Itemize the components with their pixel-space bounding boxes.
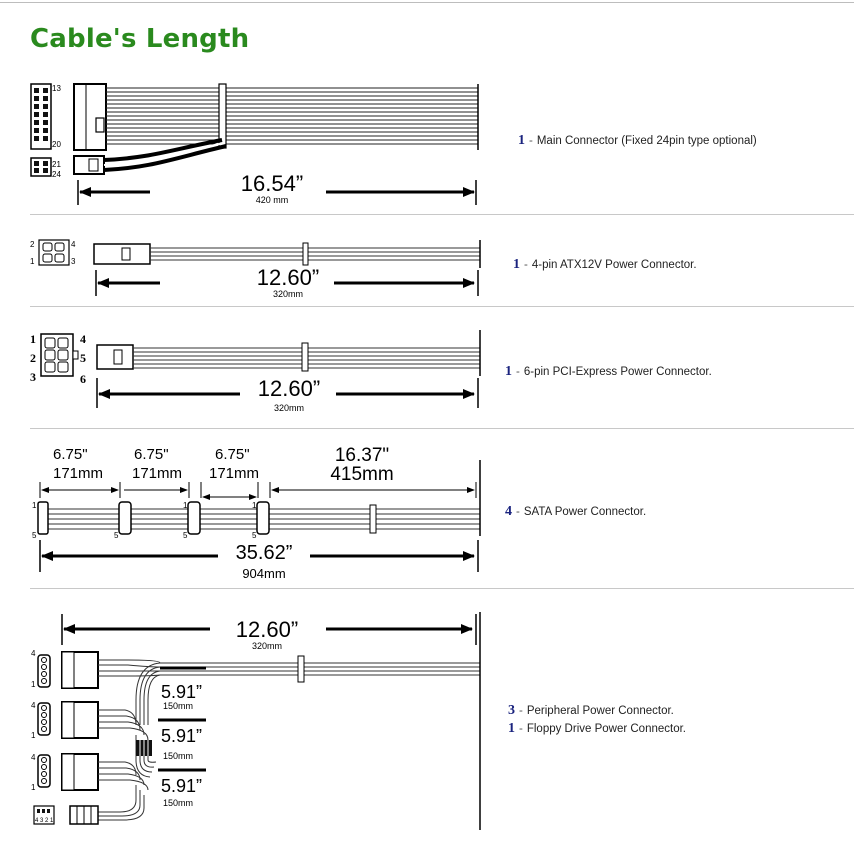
- segment-length-inch: 6.75": [53, 446, 88, 463]
- connector-count: 4: [505, 504, 512, 519]
- segment-length-mm: 171mm: [209, 465, 260, 482]
- pin-label: 1: [30, 257, 35, 266]
- sata-connector: [257, 502, 269, 534]
- pin-label: 5: [183, 531, 188, 540]
- cable-tie: [370, 505, 376, 533]
- main-connector-diagram: [31, 84, 478, 205]
- connector-label: Main Connector (Fixed 24pin type optional): [536, 135, 757, 147]
- pin-label: 4: [71, 240, 76, 249]
- segment-length-inch: 16.37": [334, 445, 390, 466]
- segment-length-inch: 5.91”: [161, 776, 203, 796]
- pin-label: 5: [252, 531, 257, 540]
- cable-length-inch: 12.60”: [235, 617, 299, 642]
- pin-label: 24: [52, 170, 61, 179]
- segment-length-inch: 6.75": [134, 446, 169, 463]
- pin-label: 21: [52, 160, 61, 169]
- segment-length-mm: 171mm: [132, 465, 183, 482]
- segment-length-mm: 415mm: [330, 464, 394, 485]
- atx12v-diagram: [30, 240, 480, 299]
- pcie-diagram: [30, 330, 480, 413]
- sata-connector: [38, 502, 48, 534]
- connector-description: 4 - SATA Power Connector.: [505, 504, 647, 519]
- pin-label: 4: [31, 701, 36, 710]
- pin-label: 2: [30, 240, 35, 249]
- segment-length-inch: 5.91”: [161, 682, 203, 702]
- cable-length-inch: 16.54”: [240, 171, 304, 196]
- pin-label: 1: [31, 783, 36, 792]
- cable-length-mm: 420 mm: [255, 195, 289, 205]
- connector-label: Floppy Drive Power Connector.: [526, 723, 686, 735]
- pin-label: 1: [31, 680, 36, 689]
- cable-tie: [298, 656, 304, 682]
- molex-pin-face: [38, 755, 50, 787]
- segment-length-mm: 171mm: [53, 465, 104, 482]
- cable-length-mm: 904mm: [242, 566, 286, 581]
- connector-count: 1: [505, 364, 512, 379]
- connector-count: 1: [508, 721, 515, 736]
- page-title: Cable's Length: [30, 24, 250, 54]
- segment-length-mm: 150mm: [163, 751, 194, 761]
- connector-count: 1: [513, 257, 520, 272]
- sata-connector: [119, 502, 131, 534]
- pin-label: 6: [80, 372, 86, 386]
- connector-count: 1: [518, 133, 525, 148]
- sata-connector: [188, 502, 200, 534]
- connector-label: SATA Power Connector.: [523, 506, 647, 518]
- pin-label: 4: [31, 649, 36, 658]
- connector-description: 1 - Main Connector (Fixed 24pin type optional): [518, 133, 757, 148]
- connector-label: 6-pin PCI-Express Power Connector.: [523, 366, 712, 378]
- pin-label: 13: [52, 84, 61, 93]
- cable-length-inch: 35.62”: [235, 542, 293, 564]
- pin-label: 5: [114, 531, 119, 540]
- main-pin-block-4: [31, 158, 51, 176]
- cable-length-inch: 12.60”: [257, 376, 321, 401]
- connector-count: 3: [508, 703, 515, 718]
- connector-label: 4-pin ATX12V Power Connector.: [531, 259, 697, 271]
- connector-description: 1 - Floppy Drive Power Connector.: [508, 721, 686, 736]
- pin-label: 1: [31, 731, 36, 740]
- segment-length-inch: 6.75": [215, 446, 250, 463]
- pin-label: 5: [32, 531, 37, 540]
- segment-length-inch: 5.91”: [161, 726, 203, 746]
- main-connector-housing: [74, 84, 106, 150]
- pin-label: 4: [31, 753, 36, 762]
- segment-length-mm: 150mm: [163, 701, 194, 711]
- connector-label: Peripheral Power Connector.: [526, 705, 674, 717]
- connector-description: 3 - Peripheral Power Connector.: [508, 703, 674, 718]
- pin-label: 4 3 2 1: [35, 818, 54, 824]
- connector-description: 1 - 4-pin ATX12V Power Connector.: [513, 257, 697, 272]
- cable-length-mm: 320mm: [272, 289, 304, 299]
- cable-length-mm: 320mm: [251, 641, 283, 651]
- molex-pin-face: [38, 703, 50, 735]
- connector-description: 1 - 6-pin PCI-Express Power Connector.: [505, 364, 712, 379]
- cable-length-mm: 320mm: [273, 403, 305, 413]
- pin-label: 4: [80, 332, 86, 346]
- peripheral-diagram: [31, 612, 480, 830]
- pin-label: 1: [32, 501, 37, 510]
- pin-label: 20: [52, 140, 61, 149]
- cable-tie: [302, 343, 308, 371]
- cable-tie: [303, 243, 308, 265]
- pin-label: 3: [30, 370, 36, 384]
- pin-label: 1: [252, 501, 257, 510]
- pin-label: 2: [30, 351, 36, 365]
- pin-label: 5: [80, 351, 86, 365]
- segment-length-mm: 150mm: [163, 798, 194, 808]
- cable-length-inch: 12.60”: [256, 265, 320, 290]
- molex-pin-face: [38, 655, 50, 687]
- pin-label: 3: [71, 257, 76, 266]
- pin-label: 1: [30, 332, 36, 346]
- sata-diagram: [32, 445, 480, 581]
- pin-label: 1: [183, 501, 188, 510]
